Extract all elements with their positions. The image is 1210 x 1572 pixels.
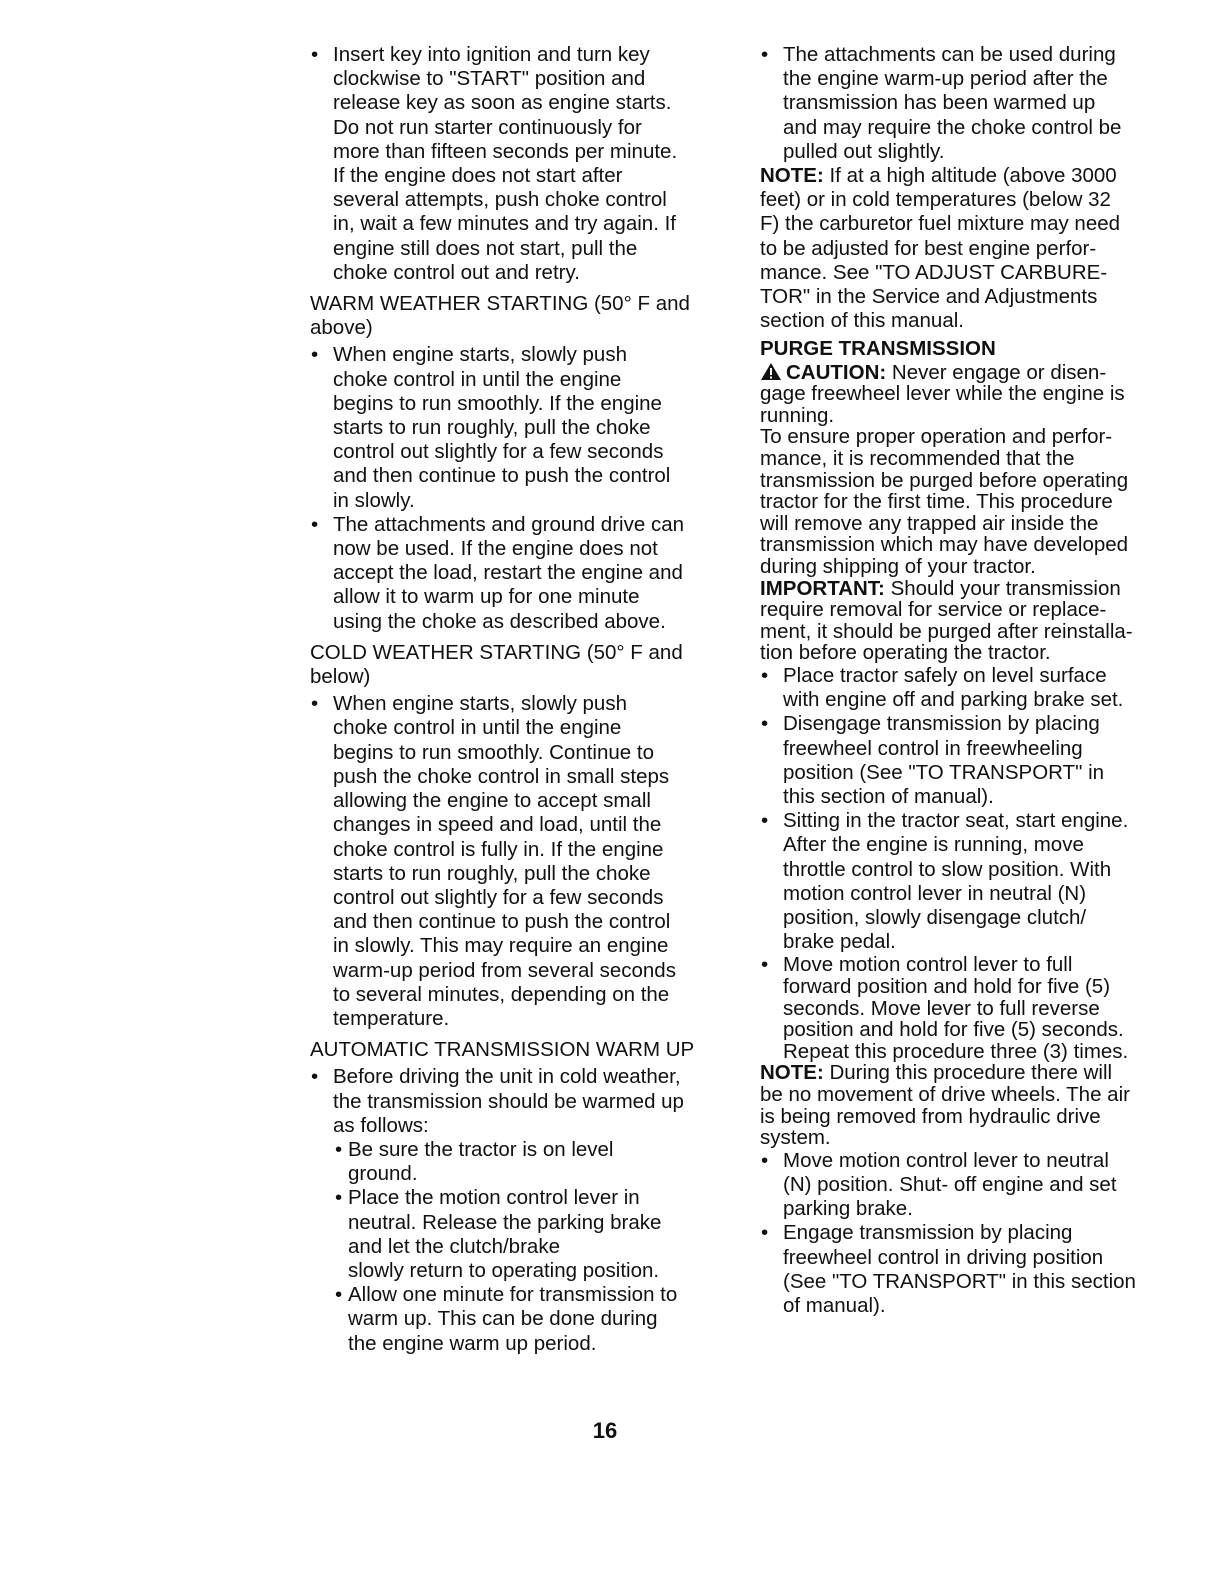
purge-transmission-heading: PURGE TRANSMISSION (760, 337, 996, 361)
purge-step-5: • Move motion control lever to neutral (N) position. Shut- off engine and set parking brake. (760, 1149, 1180, 1222)
purge-step-2: • Disengage transmission by placing freewheel control in freewheeling position (See "TO TRANSPORT" in this section of manual). (760, 712, 1180, 809)
drive-wheels-note-text: During this procedure there will be no movement of drive wheels. The air is being removed from hydraulic drive system. (760, 1061, 1130, 1150)
caution-label: CAUTION: (786, 360, 887, 384)
auto-transmission-heading: AUTOMATIC TRANSMISSION WARM UP (310, 1038, 695, 1062)
right-column (760, 43, 1180, 1318)
important-notice (760, 578, 1180, 664)
purge-step-1: • Place tractor safely on level surface with engine off and parking brake set. (760, 664, 1180, 712)
warm-weather-step-1: • When engine starts, slowly push choke control in until the engine begins to run smoothly. If the engine starts to run roughly, pull the choke control out slightly for a few seconds and then continue to push the control in slowly. (310, 343, 730, 512)
caution-notice (760, 362, 1180, 427)
purge-step-3: • Sitting in the tractor seat, start engine. After the engine is running, move throttle control to slow position. With motion control lever in neutral (N) position, slowly disengage clutch/ brake pedal. (760, 809, 1180, 954)
important-label: IMPORTANT: (760, 576, 885, 600)
purge-step-6: • Engage transmission by placing freewheel control in driving position (See "TO TRANSPORT" in this section of manual). (760, 1221, 1180, 1318)
note-label: NOTE: (760, 164, 824, 188)
warning-triangle-icon (760, 362, 782, 381)
caution-text: Never engage or disen- gage freewheel lever while the engine is running. (760, 360, 1125, 427)
purge-intro-paragraph: To ensure proper operation and perfor- mance, it is recommended that the transmission be purged before operating tractor for the first time. This procedure will remove any trapped air inside the transmission which may have developed during shipping of your tractor. (760, 425, 1129, 578)
warm-weather-step-2: • The attachments and ground drive can now be used. If the engine does not accept the load, restart the engine and allow it to warm up for one minute using the choke as described above. (310, 513, 730, 634)
purge-step-4: • Move motion control lever to full forward position and hold for five (5) seconds. Move lever to full reverse position and hold for five (5) seconds. Repeat this procedure three (3) times. (760, 954, 1180, 1062)
altitude-note (760, 164, 1180, 333)
page-number: 16 (592, 1418, 618, 1443)
start-key-instruction: • Insert key into ignition and turn key clockwise to "START" position and release key as soon as engine starts. Do not run starter continuously for more than fifteen seconds per minute. If the engine does not start after several attempts, push choke control in, wait a few minutes and try again. If engine still does not start, pull the choke control out and retry. (310, 43, 730, 285)
auto-transmission-substep-2: • Place the motion control lever in neutral. Release the parking brake and let the clutch/brake slowly return to operating position. (335, 1186, 730, 1283)
cold-weather-step-1: • When engine starts, slowly push choke control in until the engine begins to run smoothly. Continue to push the choke control in small steps allowing the engine to accept small changes in speed and load, until the choke control is fully in. If the engine starts to run roughly, pull the choke control out slightly for a few seconds and then continue to push the control in slowly. This may require an engine warm-up period from several seconds to several minutes, depending on the temperature. (310, 692, 730, 1031)
auto-transmission-step-1: • Before driving the unit in cold weather, the transmission should be warmed up as follows: (310, 1065, 730, 1138)
cold-weather-heading: COLD WEATHER STARTING (50° F and below) (310, 640, 683, 689)
auto-transmission-substep-3: • Allow one minute for transmission to warm up. This can be done during the engine warm up period. (335, 1283, 730, 1356)
attachments-note: • The attachments can be used during the engine warm-up period after the transmission has been warmed up and may require the choke control be pulled out slightly. (760, 43, 1180, 164)
drive-wheels-note (760, 1062, 1180, 1148)
note-label-2: NOTE: (760, 1061, 824, 1085)
left-column (310, 43, 730, 1356)
warm-weather-heading: WARM WEATHER STARTING (50° F and above) (310, 292, 690, 340)
altitude-note-text: If at a high altitude (above 3000 feet) or in cold temperatures (below 32 F) the carburetor fuel mixture may need to be adjusted for best engine perfor- mance. See "TO ADJUST CARBURE- TOR" in the Service and Adjustments section of this manual. (760, 164, 1121, 333)
important-text: Should your transmission require removal for service or replace- ment, it should be purged after reinstalla- tion before operating the tractor. (760, 576, 1133, 665)
auto-transmission-substep-1: • Be sure the tractor is on level ground. (335, 1138, 730, 1186)
